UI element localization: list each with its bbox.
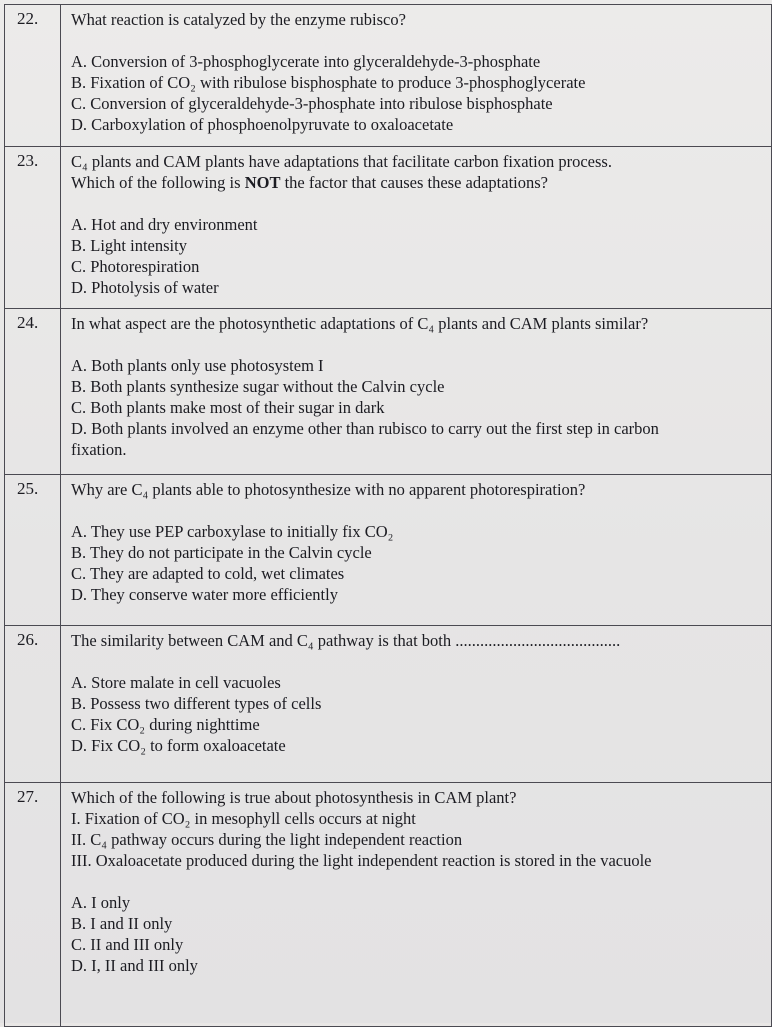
statement-ii: II. C₄ pathway occurs during the light independent reaction bbox=[71, 830, 463, 849]
option-d: D. They conserve water more efficiently bbox=[71, 585, 338, 604]
question-stem bbox=[71, 9, 765, 30]
statement-i: I. Fixation of CO₂ in mesophyll cells occurs at night bbox=[71, 809, 416, 828]
option-d: D. Both plants involved an enzyme other than rubisco to carry out the first step in carbon bbox=[71, 419, 659, 438]
emphasis-not: NOT bbox=[244, 173, 281, 192]
option-b: B. Both plants synthesize sugar without the Calvin cycle bbox=[71, 377, 445, 396]
option-a: A. Conversion of 3-phosphoglycerate into glyceraldehyde-3-phosphate bbox=[71, 52, 541, 71]
question-table bbox=[4, 4, 772, 1027]
option-b: B. Possess two different types of cells bbox=[71, 694, 322, 713]
option-c: C. Photorespiration bbox=[71, 257, 200, 276]
question-stem bbox=[71, 313, 765, 334]
question-stem bbox=[71, 787, 765, 871]
stem-line: In what aspect are the photosynthetic adaptations of C₄ plants and CAM plants similar? bbox=[71, 314, 649, 333]
option-b: B. Light intensity bbox=[71, 236, 187, 255]
question-number: 25. bbox=[5, 475, 61, 626]
question-row bbox=[5, 783, 772, 1027]
option-c: C. Conversion of glyceraldehyde-3-phosphate into ribulose bisphosphate bbox=[71, 94, 553, 113]
option-a: A. They use PEP carboxylase to initially fix CO₂ bbox=[71, 522, 394, 541]
stem-line: Why are C₄ plants able to photosynthesize with no apparent photorespiration? bbox=[71, 480, 586, 499]
question-number: 26. bbox=[5, 626, 61, 783]
question-number: 22. bbox=[5, 5, 61, 147]
option-d-continued: fixation. bbox=[71, 440, 127, 459]
option-b: B. Fixation of CO₂ with ribulose bisphosphate to produce 3-phosphoglycerate bbox=[71, 73, 586, 92]
question-number: 23. bbox=[5, 147, 61, 309]
option-c: C. II and III only bbox=[71, 935, 184, 954]
question-row bbox=[5, 309, 772, 475]
stem-line: What reaction is catalyzed by the enzyme rubisco? bbox=[71, 10, 406, 29]
question-stem bbox=[71, 151, 765, 193]
question-body bbox=[61, 309, 772, 475]
option-d: D. Carboxylation of phosphoenolpyruvate to oxaloacetate bbox=[71, 115, 454, 134]
question-row bbox=[5, 147, 772, 309]
question-body bbox=[61, 626, 772, 783]
option-a: A. Store malate in cell vacuoles bbox=[71, 673, 281, 692]
stem-line: C₄ plants and CAM plants have adaptations that facilitate carbon fixation process. bbox=[71, 152, 612, 171]
question-number: 27. bbox=[5, 783, 61, 1027]
option-c: C. They are adapted to cold, wet climates bbox=[71, 564, 345, 583]
option-a: A. Hot and dry environment bbox=[71, 215, 258, 234]
option-c: C. Both plants make most of their sugar in dark bbox=[71, 398, 385, 417]
stem-line: The similarity between CAM and C₄ pathway is that both ........................................ bbox=[71, 631, 621, 650]
statement-iii: III. Oxaloacetate produced during the light independent reaction is stored in the vacuole bbox=[71, 851, 652, 870]
option-d: D. Photolysis of water bbox=[71, 278, 219, 297]
option-a: A. Both plants only use photosystem I bbox=[71, 356, 324, 375]
question-body bbox=[61, 5, 772, 147]
option-c: C. Fix CO₂ during nighttime bbox=[71, 715, 260, 734]
option-b: B. I and II only bbox=[71, 914, 173, 933]
question-body bbox=[61, 475, 772, 626]
question-number: 24. bbox=[5, 309, 61, 475]
option-b: B. They do not participate in the Calvin cycle bbox=[71, 543, 372, 562]
option-d: D. I, II and III only bbox=[71, 956, 198, 975]
question-body bbox=[61, 147, 772, 309]
option-a: A. I only bbox=[71, 893, 131, 912]
stem-line: Which of the following is true about photosynthesis in CAM plant? bbox=[71, 788, 517, 807]
stem-line: Which of the following is NOT the factor that causes these adaptations? bbox=[71, 173, 549, 192]
option-d: D. Fix CO₂ to form oxaloacetate bbox=[71, 736, 286, 755]
question-row bbox=[5, 5, 772, 147]
question-row bbox=[5, 626, 772, 783]
question-stem bbox=[71, 630, 765, 651]
question-stem bbox=[71, 479, 765, 500]
question-row bbox=[5, 475, 772, 626]
question-body bbox=[61, 783, 772, 1027]
